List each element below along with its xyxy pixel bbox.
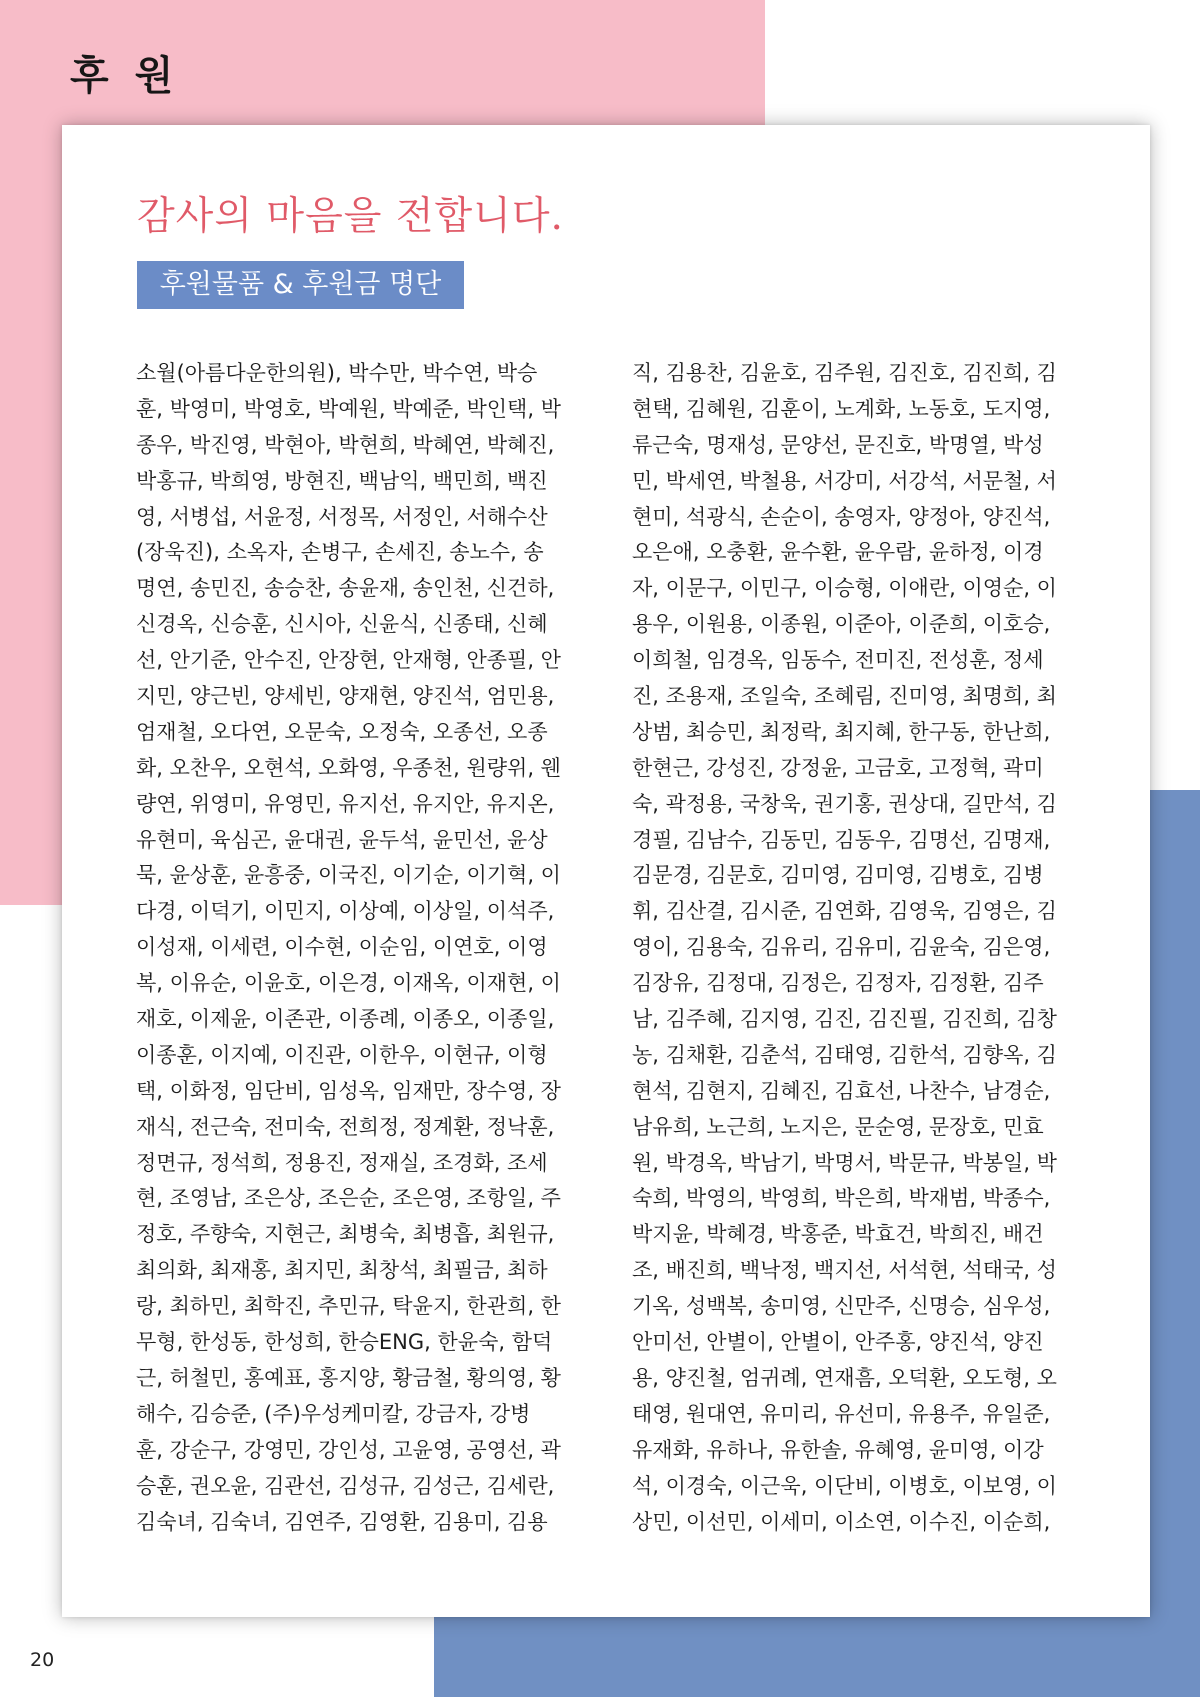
donor-names-line: 신경옥, 신승훈, 신시아, 신윤식, 신종태, 신혜 (136, 612, 548, 637)
donor-names-line: 농, 김채환, 김춘석, 김태영, 김한석, 김향옥, 김 (632, 1042, 1057, 1067)
donor-names-line: 영이, 김용숙, 김유리, 김유미, 김윤숙, 김은영, (632, 935, 1051, 960)
donor-names-line: 량연, 위영미, 유영민, 유지선, 유지안, 유지온, (136, 791, 555, 816)
donor-names-line: 지민, 양근빈, 양세빈, 양재현, 양진석, 엄민용, (136, 684, 555, 709)
donor-names-line: 선, 안기준, 안수진, 안장현, 안재형, 안종필, 안 (136, 648, 561, 673)
donor-names-line: 태영, 원대연, 유미리, 유선미, 유용주, 유일준, (632, 1401, 1051, 1426)
donor-names-line: 이종훈, 이지예, 이진관, 이한우, 이현규, 이형 (136, 1042, 548, 1067)
donor-names-line: 김장유, 김정대, 김정은, 김정자, 김정환, 김주 (632, 971, 1044, 996)
donor-names-line: 숙희, 박영의, 박영희, 박은희, 박재범, 박종수, (632, 1186, 1051, 1211)
donor-names-line: 기옥, 성백복, 송미영, 신만주, 신명승, 심우성, (632, 1294, 1051, 1319)
donor-names-line: 용, 양진철, 엄귀례, 연재흠, 오덕환, 오도형, 오 (632, 1365, 1057, 1390)
donor-names-line: 유현미, 육심곤, 윤대권, 윤두석, 윤민선, 윤상 (136, 827, 548, 852)
donor-names-line: 소월(아름다운한의원), 박수만, 박수연, 박승 (136, 361, 538, 385)
donor-names-line: 현, 조영남, 조은상, 조은순, 조은영, 조항일, 주 (136, 1186, 561, 1211)
donor-names-line: (장욱진), 소옥자, 손병구, 손세진, 송노수, 송 (136, 540, 544, 565)
donor-names-line: 자, 이문구, 이민구, 이승형, 이애란, 이영순, 이 (632, 576, 1057, 601)
donor-names-line: 경필, 김남수, 김동민, 김동우, 김명선, 김명재, (632, 827, 1051, 852)
donor-names-line: 김숙녀, 김숙녀, 김연주, 김영환, 김용미, 김용 (136, 1509, 548, 1534)
donor-names-line: 재식, 전근숙, 전미숙, 전희정, 정계환, 정낙훈, (136, 1114, 555, 1139)
donor-names-line: 무형, 한성동, 한성희, 한승ENG, 한윤숙, 함덕 (136, 1330, 553, 1355)
donor-names-line: 정면규, 정석희, 정용진, 정재실, 조경화, 조세 (136, 1150, 548, 1175)
donor-names-line: 명연, 송민진, 송승찬, 송윤재, 송인천, 신건하, (136, 576, 555, 601)
donor-names-line: 현택, 김혜원, 김훈이, 노계화, 노동호, 도지영, (632, 396, 1051, 421)
donor-names-line: 상범, 최승민, 최정락, 최지혜, 한구동, 한난희, (632, 719, 1051, 744)
donor-names-line: 휘, 김산결, 김시준, 김연화, 김영욱, 김영은, 김 (632, 899, 1057, 924)
donor-names-line: 근, 허철민, 홍예표, 홍지양, 황금철, 황의영, 황 (136, 1365, 561, 1390)
donor-names-line: 오은애, 오충환, 윤수환, 윤우람, 윤하정, 이경 (632, 540, 1044, 565)
donor-names-line: 유재화, 유하나, 유한솔, 유혜영, 윤미영, 이강 (632, 1437, 1044, 1462)
donor-names-line: 엄재철, 오다연, 오문숙, 오정숙, 오종선, 오종 (136, 719, 548, 744)
donor-names-line: 다경, 이덕기, 이민지, 이상예, 이상일, 이석주, (136, 899, 555, 924)
donor-names-line: 재호, 이제윤, 이존관, 이종례, 이종오, 이종일, (136, 1007, 555, 1032)
donor-names-line: 이희철, 임경옥, 임동수, 전미진, 전성훈, 정세 (632, 648, 1044, 673)
donor-names-line: 묵, 윤상훈, 윤흥중, 이국진, 이기순, 이기혁, 이 (136, 863, 561, 888)
donor-names-line: 복, 이유순, 이윤호, 이은경, 이재옥, 이재현, 이 (136, 971, 561, 996)
donor-names-line: 조, 배진희, 백낙정, 백지선, 서석현, 석태국, 성 (632, 1258, 1057, 1283)
donor-names-line: 용우, 이원용, 이종원, 이준아, 이준희, 이호승, (632, 612, 1051, 637)
donor-names-line: 승훈, 권오윤, 김관선, 김성규, 김성근, 김세란, (136, 1473, 555, 1498)
donor-names-line: 최의화, 최재홍, 최지민, 최창석, 최필금, 최하 (136, 1258, 548, 1283)
donor-list-badge: 후원물품 & 후원금 명단 (137, 261, 464, 309)
donor-names-line: 현미, 석광식, 손순이, 송영자, 양정아, 양진석, (632, 504, 1051, 529)
headline: 감사의 마음을 전합니다. (137, 194, 564, 239)
donor-names-line: 박지윤, 박혜경, 박홍준, 박효건, 박희진, 배건 (632, 1222, 1044, 1247)
donor-names-line: 직, 김용찬, 김윤호, 김주원, 김진호, 김진희, 김 (632, 361, 1057, 385)
donor-names-line: 상민, 이선민, 이세미, 이소연, 이수진, 이순희, (632, 1509, 1051, 1534)
donor-names-line: 남유희, 노근희, 노지은, 문순영, 문장호, 민효 (632, 1114, 1044, 1139)
donor-names-line: 한현근, 강성진, 강정윤, 고금호, 고정혁, 곽미 (632, 755, 1044, 780)
donor-names-right-column (632, 356, 1072, 1540)
donor-names-line: 류근숙, 명재성, 문양선, 문진호, 박명열, 박성 (632, 432, 1044, 457)
donor-list-card (62, 125, 1150, 1617)
donor-names-line: 안미선, 안별이, 안별이, 안주홍, 양진석, 양진 (632, 1330, 1044, 1355)
section-title: 후 원 (70, 53, 180, 99)
donor-names-line: 해수, 김승준, (주)우성케미칼, 강금자, 강병 (136, 1401, 531, 1426)
donor-names-line: 영, 서병섭, 서윤정, 서정목, 서정인, 서해수산 (136, 504, 548, 529)
donor-names-line: 석, 이경숙, 이근욱, 이단비, 이병호, 이보영, 이 (632, 1473, 1057, 1498)
donor-names-line: 진, 조용재, 조일숙, 조혜림, 진미영, 최명희, 최 (632, 684, 1057, 709)
donor-names-line: 숙, 곽정용, 국창욱, 권기홍, 권상대, 길만석, 김 (632, 791, 1057, 816)
donor-names-line: 정호, 주향숙, 지현근, 최병숙, 최병흡, 최원규, (136, 1222, 555, 1247)
donor-names-line: 랑, 최하민, 최학진, 추민규, 탁윤지, 한관희, 한 (136, 1294, 561, 1319)
donor-names-line: 이성재, 이세련, 이수현, 이순임, 이연호, 이영 (136, 935, 548, 960)
donor-names-left-column (136, 356, 576, 1540)
donor-names-line: 박홍규, 박희영, 방현진, 백남익, 백민희, 백진 (136, 468, 548, 493)
donor-names-line: 남, 김주혜, 김지영, 김진, 김진필, 김진희, 김창 (632, 1007, 1057, 1032)
donor-names-line: 현석, 김현지, 김혜진, 김효선, 나찬수, 남경순, (632, 1078, 1051, 1103)
page-number: 20 (30, 1649, 55, 1671)
donor-names-line: 종우, 박진영, 박현아, 박현희, 박혜연, 박혜진, (136, 432, 555, 457)
donor-names-line: 김문경, 김문호, 김미영, 김미영, 김병호, 김병 (632, 863, 1044, 888)
donor-names-line: 원, 박경옥, 박남기, 박명서, 박문규, 박봉일, 박 (632, 1150, 1057, 1175)
donor-names-line: 훈, 강순구, 강영민, 강인성, 고윤영, 공영선, 곽 (136, 1437, 561, 1462)
donor-names-line: 민, 박세연, 박철용, 서강미, 서강석, 서문철, 서 (632, 468, 1057, 493)
donor-names-line: 택, 이화정, 임단비, 임성옥, 임재만, 장수영, 장 (136, 1078, 561, 1103)
donor-names-line: 훈, 박영미, 박영호, 박예원, 박예준, 박인택, 박 (136, 396, 561, 421)
donor-names-line: 화, 오찬우, 오현석, 오화영, 우종천, 원량위, 웬 (136, 755, 561, 780)
